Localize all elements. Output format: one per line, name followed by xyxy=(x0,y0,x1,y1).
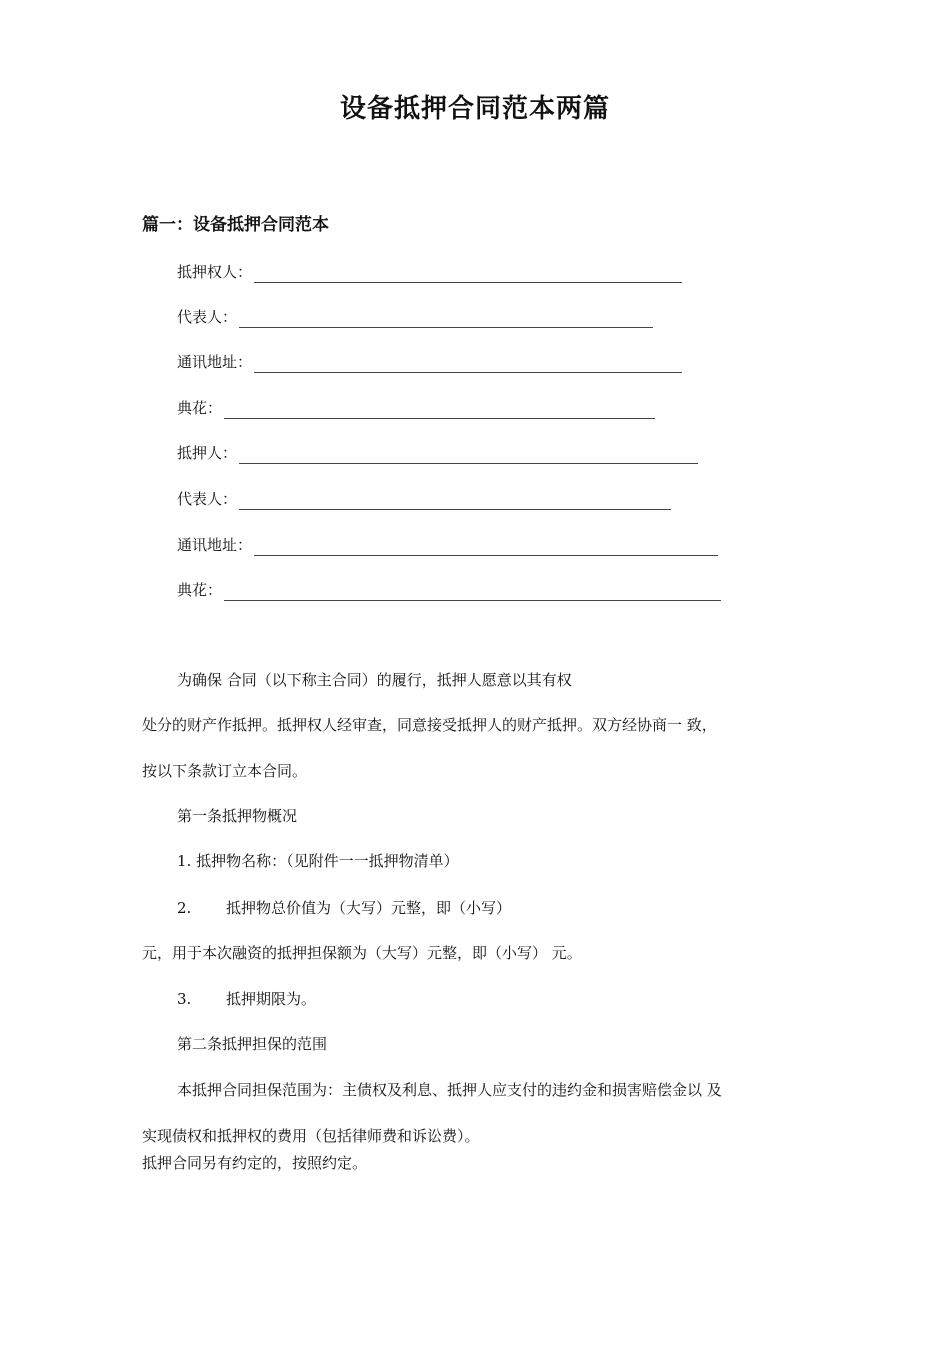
article-1-title: 第一条抵押物概况 xyxy=(177,807,298,825)
paragraph-line: 按以下条款订立本合同。 xyxy=(142,762,308,780)
paragraph-line: 本抵押合同担保范围为：主债权及利息、抵押人应支付的违约金和损害赔偿金以 及 xyxy=(177,1081,722,1099)
field-label: 典花： xyxy=(177,581,223,599)
list-item-2-continuation: 元，用于本次融资的抵押担保额为（大写）元整，即（小写） 元。 xyxy=(142,944,582,962)
document-title: 设备抵押合同范本两篇 xyxy=(339,94,610,124)
blank-line xyxy=(224,402,655,419)
list-item-2-text: 抵押物总价值为（大写）元整，即（小写） xyxy=(226,899,512,917)
field-label: 通讯地址： xyxy=(177,536,253,554)
field-phone xyxy=(177,397,655,419)
section-title: 篇一：设备抵押合同范本 xyxy=(142,215,329,235)
blank-line xyxy=(239,493,671,510)
blank-line xyxy=(239,447,698,464)
field-representative xyxy=(177,306,653,328)
blank-line xyxy=(254,266,682,283)
paragraph-line: 处分的财产作抵押。抵押权人经审查，同意接受抵押人的财产抵押。双方经协商一 致， xyxy=(142,716,717,734)
field-label: 抵押人： xyxy=(177,444,238,462)
paragraph-line: 抵押合同另有约定的，按照约定。 xyxy=(142,1154,368,1172)
blank-line xyxy=(254,539,718,556)
list-item-3-number: 3. xyxy=(177,990,192,1008)
article-2-title: 第二条抵押担保的范围 xyxy=(177,1035,328,1053)
field-representative-2 xyxy=(177,488,671,510)
field-address xyxy=(177,351,682,373)
paragraph-line: 为确保 合同（以下称主合同）的履行，抵押人愿意以其有权 xyxy=(177,671,572,689)
blank-line xyxy=(224,584,721,601)
list-item-1: 1. 抵押物名称：（见附件一一抵押物清单） xyxy=(177,852,459,870)
field-label: 代表人： xyxy=(177,490,238,508)
list-item-3-text: 抵押期限为。 xyxy=(226,990,317,1008)
field-mortgagor xyxy=(177,442,698,464)
field-address-2 xyxy=(177,534,718,556)
blank-line xyxy=(254,356,682,373)
list-item-2-number: 2. xyxy=(177,899,192,917)
field-label: 抵押权人： xyxy=(177,263,253,281)
paragraph-line: 实现债权和抵押权的费用（包括律师费和诉讼费）。 xyxy=(142,1127,480,1145)
blank-line xyxy=(239,311,653,328)
field-phone-2 xyxy=(177,579,721,601)
field-label: 典花： xyxy=(177,399,223,417)
field-label: 通讯地址： xyxy=(177,353,253,371)
field-mortgagee xyxy=(177,261,682,283)
field-label: 代表人： xyxy=(177,308,238,326)
